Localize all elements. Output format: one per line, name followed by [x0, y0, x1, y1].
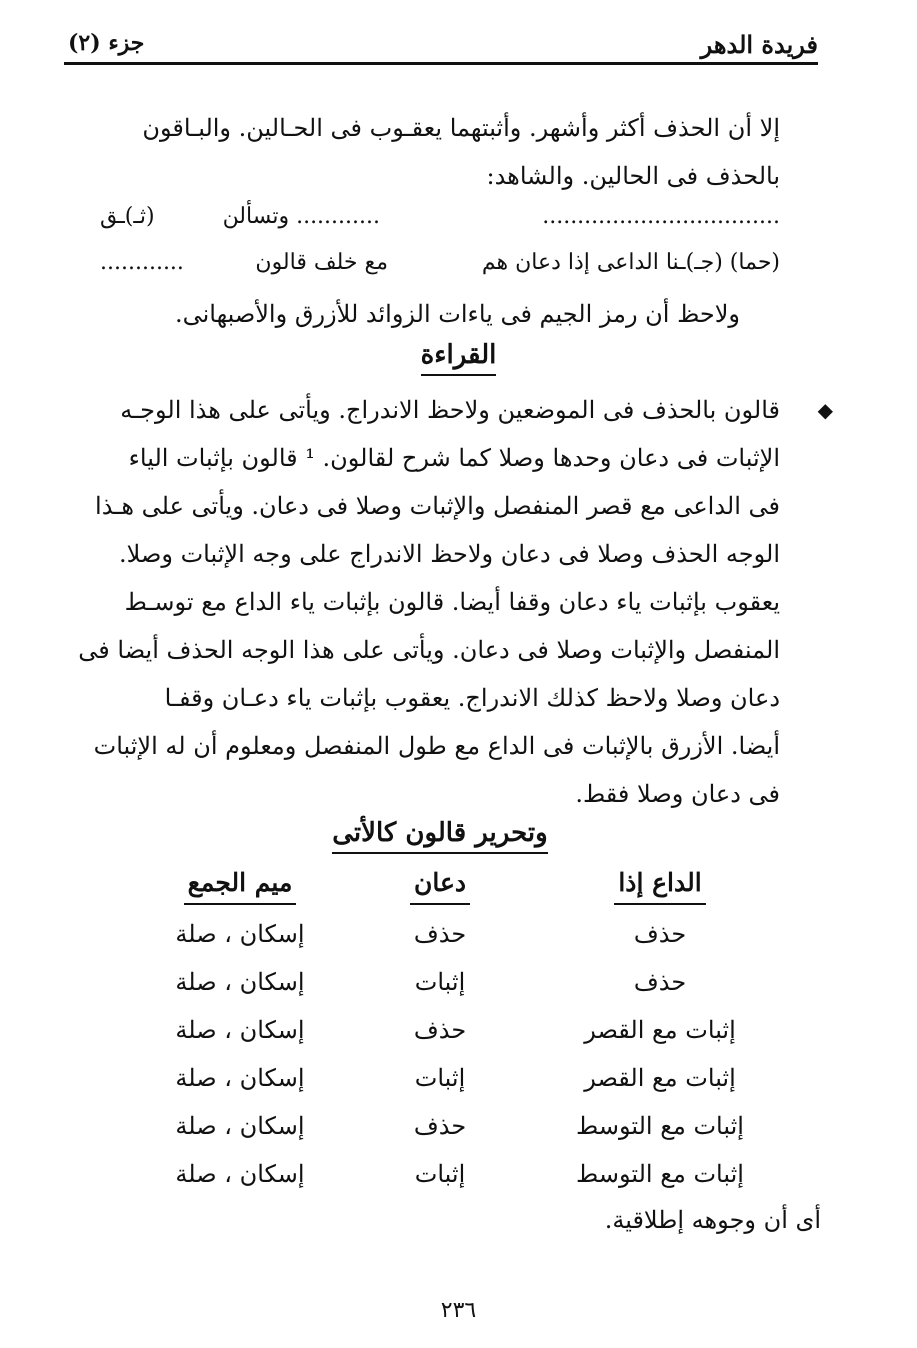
verse-line-2 — [96, 250, 780, 290]
column-header: الداع إذا — [560, 868, 760, 905]
running-header — [64, 26, 818, 62]
text-line: فى دعان وصلا فقط. — [575, 780, 780, 808]
table-cell: إسكان ، صلة — [175, 968, 305, 996]
table-title: وتحرير قالون كالأتى — [332, 818, 547, 854]
table-cell: إسكان ، صلة — [175, 1112, 305, 1140]
table-cell: إسكان ، صلة — [175, 1016, 305, 1044]
column-header: ميم الجمع — [140, 868, 340, 905]
table-cell: إسكان ، صلة — [175, 1160, 305, 1188]
text-line: الإثبات فى دعان وحدها وصلا كما شرح لقالون. ¹ قالون بإثبات الياء — [128, 444, 780, 472]
verse-dots: ............ — [100, 250, 184, 275]
table-cell: حذف — [413, 1112, 467, 1140]
note-paragraph — [150, 290, 740, 338]
book-title: فريدة الدهر — [700, 30, 818, 59]
table-cell: إثبات — [414, 1064, 466, 1092]
text-line: دعان وصلا ولاحظ كذلك الاندراج. يعقوب بإثبات ياء دعـان وقفـا — [164, 684, 780, 712]
text-line: المنفصل والإثبات وصلا فى دعان. ويأتى على هذا الوجه الحذف أيضا فى — [78, 636, 780, 664]
part-number: جزء (٢) — [68, 30, 145, 56]
verse-dots: .................................. — [542, 204, 780, 229]
text-line: بالحذف فى الحالين. والشاهد: — [486, 162, 780, 190]
table-cell: إسكان ، صلة — [175, 1064, 305, 1092]
table-cell: إثبات — [414, 1160, 466, 1188]
intro-paragraph — [68, 104, 780, 200]
verse-text: ............ وتسألن — [222, 204, 380, 229]
reading-paragraph — [68, 386, 780, 818]
table-cell: حذف — [633, 920, 687, 948]
column-header: دعان — [360, 868, 520, 905]
verse-text: (حما) (جـ)ـنا الداعى إذا دعان هم — [481, 250, 780, 275]
text-line: فى الداعى مع قصر المنفصل والإثبات وصلا فى دعان. ويأتى على هـذا — [95, 492, 780, 520]
table-cell: حذف — [633, 968, 687, 996]
page-number: ٢٣٦ — [440, 1298, 477, 1323]
header-rule — [64, 62, 818, 65]
closing-sentence: أى أن وجوهه إطلاقية. — [604, 1206, 821, 1234]
table-heading — [290, 818, 590, 854]
section-heading — [0, 340, 917, 376]
table-cell: إثبات مع التوسط — [576, 1112, 744, 1140]
verse-text: (ثـ)ـق — [100, 204, 155, 229]
text-line: قالون بالحذف فى الموضعين ولاحظ الاندراج. ويأتى على هذا الوجـه — [120, 396, 780, 424]
reading-title: القراءة — [421, 340, 497, 376]
text-line: أيضا. الأزرق بالإثبات فى الداع مع طول المنفصل ومعلوم أن له الإثبات — [93, 732, 780, 760]
table-cell: إثبات مع التوسط — [576, 1160, 744, 1188]
text-line: يعقوب بإثبات ياء دعان وقفا أيضا. قالون بإثبات ياء الداع مع توسـط — [124, 588, 780, 616]
verse-line-1 — [96, 204, 780, 244]
text-line: إلا أن الحذف أكثر وأشهر. وأثبتهما يعقـوب فى الحـالين. والبـاقون — [142, 114, 780, 142]
table-cell: إثبات مع القصر — [584, 1016, 736, 1044]
table-cell: إثبات مع القصر — [584, 1064, 736, 1092]
table-cell: حذف — [413, 920, 467, 948]
text-line: الوجه الحذف وصلا فى دعان ولاحظ الاندراج على وجه الإثبات وصلا. — [119, 540, 780, 568]
text-line: ولاحظ أن رمز الجيم فى ياءات الزوائد للأزرق والأصبهانى. — [174, 300, 740, 328]
bullet-icon: ◆ — [817, 398, 833, 422]
table-cell: إسكان ، صلة — [175, 920, 305, 948]
verse-text: مع خلف قالون — [255, 250, 388, 275]
table-cell: إثبات — [414, 968, 466, 996]
table-cell: حذف — [413, 1016, 467, 1044]
